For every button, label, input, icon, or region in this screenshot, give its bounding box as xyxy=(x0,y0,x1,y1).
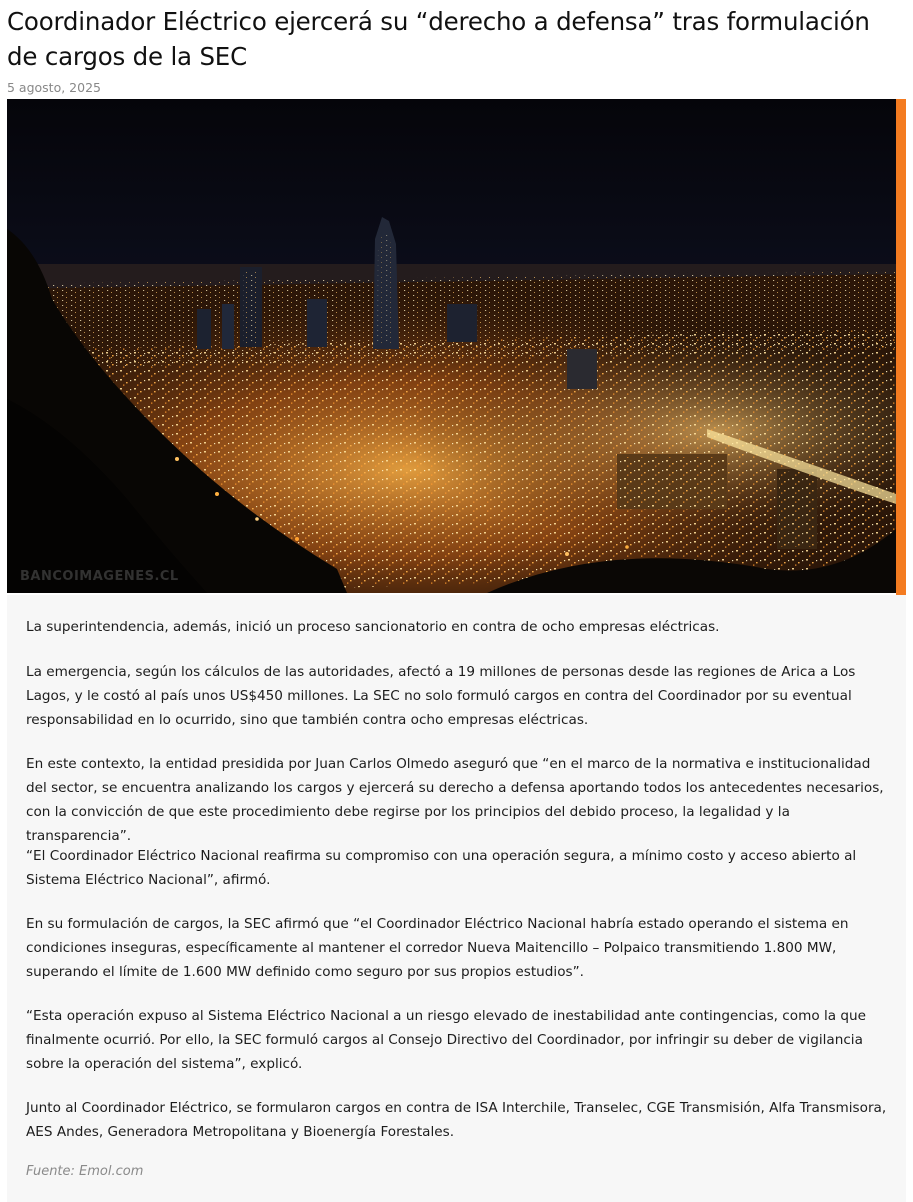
article-source: Fuente: Emol.com xyxy=(26,1164,144,1179)
paragraph: En su formulación de cargos, la SEC afirmó que “el Coordinador Eléctrico Nacional habría estado operando el sistema en condiciones inseguras, específicamente al mantener el corredor Nueva Maitencillo – Polpaico transmitiendo 1.800 MW, superando el límite de 1.600 MW definido como seguro por sus propios estudios”. xyxy=(26,916,849,980)
paragraph: Junto al Coordinador Eléctrico, se formularon cargos en contra de ISA Interchile, Transelec, CGE Transmisión, Alfa Transmisora, AES Andes, Generadora Metropolitana y Bioenergía Forestales. xyxy=(26,1100,887,1140)
paragraph: “Esta operación expuso al Sistema Eléctrico Nacional a un riesgo elevado de inestabilidad ante contingencias, como la que finalmente ocurrió. Por ello, la SEC formuló cargos al Consejo Directivo del Coordinador, por infringir su deber de vigilancia sobre la operación del sistema”, explicó. xyxy=(26,1008,866,1072)
article-date: 5 agosto, 2025 xyxy=(7,80,101,95)
article-title: Coordinador Eléctrico ejercerá su “derecho a defensa” tras formulación de cargos de la SEC xyxy=(7,7,870,71)
image-watermark: BANCOIMAGENES.CL xyxy=(20,569,179,584)
paragraph: “El Coordinador Eléctrico Nacional reafirma su compromiso con una operación segura, a mínimo costo y acceso abierto al Sistema Eléctrico Nacional”, afirmó. xyxy=(26,848,857,888)
hero-image xyxy=(7,99,896,593)
accent-bar xyxy=(896,99,906,595)
paragraph-lead: La superintendencia, además, inició un proceso sancionatorio en contra de ocho empresas eléctricas. xyxy=(26,619,720,635)
paragraph: En este contexto, la entidad presidida por Juan Carlos Olmedo aseguró que “en el marco de la normativa e institucionalidad del sector, se encuentra analizando los cargos y ejercerá su derecho a defensa aportando todos los antecedentes necesarios, con la convicción de que este procedimiento debe regirse por los principios del debido proceso, la legalidad y la transparencia”. xyxy=(26,756,884,844)
article-body xyxy=(7,595,906,1202)
paragraph: La emergencia, según los cálculos de las autoridades, afectó a 19 millones de personas desde las regiones de Arica a Los Lagos, y le costó al país unos US$450 millones. La SEC no solo formuló cargos en contra del Coordinador por su eventual responsabilidad en lo ocurrido, sino que también contra ocho empresas eléctricas. xyxy=(26,664,856,728)
